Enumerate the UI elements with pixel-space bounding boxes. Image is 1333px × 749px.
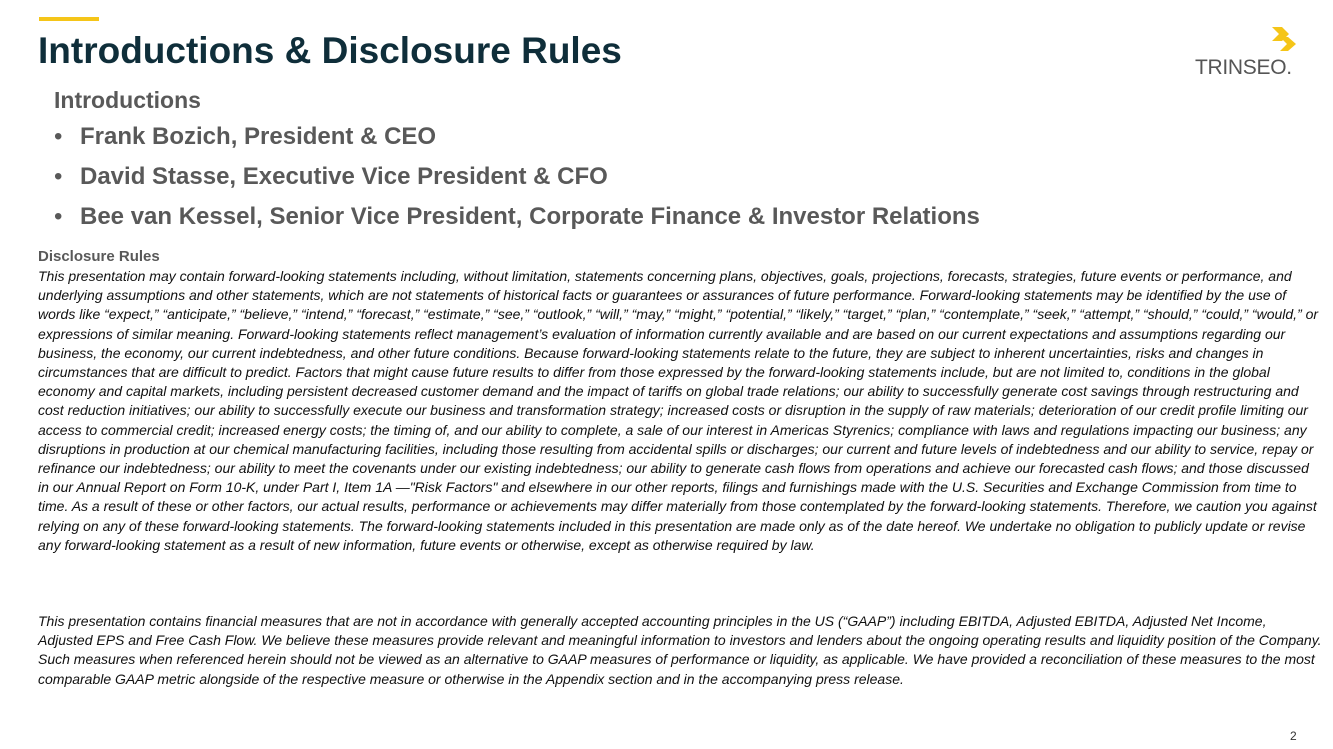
list-item [54, 202, 980, 242]
list-item [54, 122, 980, 162]
non-gaap-measures-paragraph: This presentation contains financial measures that are not in accordance with generally accepted accounting principles in the US (“GAAP”) including EBITDA, Adjusted EBITDA, Adjusted Net Income, Adjusted EPS and Free Cash Flow. We believe these measures provide relevant and meaningful information to investors and lenders about the ongoing operating results and liquidity position of the Company. Such measures when referenced herein should not be viewed as an alternative to GAAP measures of performance or liquidity, as applicable. We have provided a reconciliation of these measures to the most comparable GAAP metric alongside of the respective measure or otherwise in the Appendix section and in the accompanying press release. [38, 613, 1322, 687]
introductions-heading: Introductions [54, 87, 201, 113]
title-accent-bar [39, 17, 99, 21]
list-item [54, 162, 980, 202]
logo-wordmark: TRINSEO. [1195, 56, 1292, 79]
page-number: 2 [1290, 729, 1297, 743]
bullet-icon: • [54, 123, 63, 150]
forward-looking-statements-paragraph: This presentation may contain forward-looking statements including, without limitation, statements concerning plans, objectives, goals, projections, forecasts, strategies, future events or performance, and underlying assumptions and other statements, which are not statements of historical facts or guarantees or assurances of future performance. Forward-looking statements may be identified by the use of words like “expect,” “anticipate,” “believe,” “intend,” “forecast,” “estimate,” “see,” “outlook,” “will,” “may,” “might,” “potential,” “likely,” “target,” “plan,” “contemplate,” “seek,” “attempt,” “should,” “could,” “would,” or expressions of similar meaning. Forward-looking statements reflect management’s evaluation of information currently available and are based on our current expectations and assumptions regarding our business, the economy, our current indebtedness, and other future conditions. Because forward-looking statements relate to the future, they are subject to inherent uncertainties, risks and changes in circumstances that are difficult to predict. Factors that might cause future results to differ from those expressed by the forward-looking statements include, but are not limited to, conditions in the global economy and capital markets, including persistent decreased customer demand and the impact of tariffs on global trade relations; our ability to successfully generate cost savings through restructuring and cost reduction initiatives; our ability to successfully execute our business and transformation strategy; increased costs or disruption in the supply of raw materials; deterioration of our credit profile limiting our access to commercial credit; increased energy costs; the timing of, and our ability to complete, a sale of our interest in Americas Styrenics; compliance with laws and regulations impacting our business; any disruptions in production at our chemical manufacturing facilities, including those resulting from accidental spills or discharges; our current and future levels of indebtedness and our ability to service, repay or refinance our indebtedness; our ability to meet the covenants under our existing indebtedness; our ability to generate cash flows from operations and achieve our forecasted cash flows; and those discussed in our Annual Report on Form 10-K, under Part I, Item 1A —"Risk Factors" and elsewhere in our other reports, filings and furnishings made with the U.S. Securities and Exchange Commission from time to time. As a result of these or other factors, our actual results, performance or achievements may differ materially from those contemplated by the forward-looking statements. Therefore, we caution you against relying on any of these forward-looking statements. The forward-looking statements included in this presentation are made only as of the date hereof. We undertake no obligation to publicly update or revise any forward-looking statement as a result of new information, future events or otherwise, except as otherwise required by law. [38, 268, 1319, 553]
introductions-list [54, 122, 980, 242]
person-name-title: David Stasse, Executive Vice President & CFO [80, 163, 608, 190]
person-name-title: Frank Bozich, President & CEO [80, 123, 437, 150]
person-name-title: Bee van Kessel, Senior Vice President, Corporate Finance & Investor Relations [80, 203, 980, 230]
disclosure-heading: Disclosure Rules [38, 248, 160, 265]
bullet-icon: • [54, 163, 63, 190]
page-title: Introductions & Disclosure Rules [38, 30, 622, 71]
bullet-icon: • [54, 203, 63, 230]
trinseo-logo [1190, 26, 1305, 82]
trinseo-chevron-icon [1270, 26, 1298, 52]
